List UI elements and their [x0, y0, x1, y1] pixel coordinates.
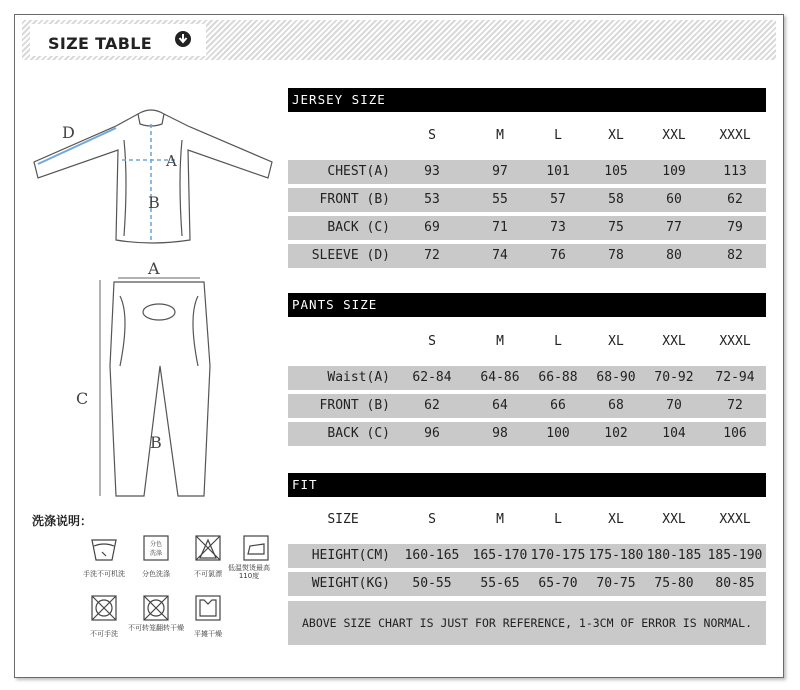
jersey-label-d: D [62, 123, 75, 142]
table-cell: 105 [604, 164, 628, 179]
table-cell: 55-65 [480, 576, 520, 591]
table-cell: 170-175 [530, 548, 586, 563]
no-tumble-dry-icon [144, 596, 168, 620]
table-cell: 62-84 [412, 370, 452, 385]
care-caption-no-bleach: 不可氯漂 [194, 570, 222, 578]
size-xl: XL [608, 334, 624, 349]
size-l: L [554, 334, 562, 349]
table-cell: 79 [727, 220, 743, 235]
table-cell: 70-75 [596, 576, 636, 591]
table-cell: 93 [424, 164, 440, 179]
table-cell: 96 [424, 426, 440, 441]
care-caption-no-hand-wash: 不可手洗 [90, 630, 118, 638]
pants-label-c: C [76, 389, 89, 408]
table-cell: 58 [608, 192, 624, 207]
table-cell: 160-165 [404, 548, 460, 563]
hand-wash-icon [92, 540, 116, 560]
size-m: M [496, 512, 504, 527]
table-cell: 68-90 [596, 370, 636, 385]
jersey-diagram [28, 100, 288, 260]
table-cell: 70-92 [654, 370, 694, 385]
jersey-label-b: B [148, 193, 160, 212]
table-cell: 64 [492, 398, 508, 413]
size-xxxl: XXXL [719, 512, 751, 527]
table-cell: 113 [723, 164, 747, 179]
table-cell: 68 [608, 398, 624, 413]
table-row [288, 244, 766, 268]
table-row [288, 394, 766, 418]
row-label: Waist(A) [327, 370, 390, 385]
row-label: WEIGHT(KG) [311, 576, 390, 591]
table-row [288, 216, 766, 240]
size-xxxl: XXXL [719, 128, 751, 143]
row-label: SLEEVE (D) [311, 248, 390, 263]
care-caption-iron: 低温熨烫最高110度 [228, 564, 270, 580]
table-cell: 77 [666, 220, 682, 235]
table-cell: 97 [492, 164, 508, 179]
table-cell: 180-185 [646, 548, 702, 563]
care-caption-no-tumble-dry: 不可转笼翻转干燥 [128, 624, 184, 632]
table-cell: 75 [608, 220, 624, 235]
size-s: S [428, 512, 436, 527]
no-bleach-icon [196, 536, 220, 560]
pants-label-b: B [150, 433, 162, 452]
table-cell: 71 [492, 220, 508, 235]
no-hand-wash-icon [92, 596, 116, 620]
table-cell: 82 [727, 248, 743, 263]
reference-note: ABOVE SIZE CHART IS JUST FOR REFERENCE, 1-3CM OF ERROR IS NORMAL. [288, 601, 766, 645]
table-cell: 185-190 [707, 548, 763, 563]
size-m: M [496, 334, 504, 349]
table-cell: 60 [666, 192, 682, 207]
iron-icon [244, 536, 268, 560]
table-cell: 104 [662, 426, 686, 441]
table-cell: 73 [550, 220, 566, 235]
table-cell: 50-55 [412, 576, 452, 591]
size-xxxl: XXXL [719, 334, 751, 349]
table-cell: 62 [424, 398, 440, 413]
table-row [288, 544, 766, 568]
jersey-label-a: A [166, 152, 177, 170]
table-cell: 78 [608, 248, 624, 263]
separate-wash-box-text: 分色 [149, 541, 163, 548]
table-cell: 100 [546, 426, 570, 441]
table-cell: 72-94 [715, 370, 755, 385]
arrow-down-circle-icon [175, 31, 191, 47]
table-cell: 72 [424, 248, 440, 263]
size-l: L [554, 512, 562, 527]
table-cell: 57 [550, 192, 566, 207]
table-row [288, 422, 766, 446]
row-label: FRONT (B) [319, 398, 390, 413]
table-cell: 76 [550, 248, 566, 263]
table-cell: 98 [492, 426, 508, 441]
flat-dry-icon [196, 596, 220, 620]
table-cell: 55 [492, 192, 508, 207]
svg-text:洗涤: 洗涤 [149, 550, 163, 557]
table-cell: 80-85 [715, 576, 755, 591]
table-cell: 64-86 [480, 370, 520, 385]
pants-diagram [70, 256, 250, 506]
size-l: L [554, 128, 562, 143]
table-cell: 175-180 [588, 548, 644, 563]
page-title: SIZE TABLE [48, 34, 152, 53]
table-cell: 62 [727, 192, 743, 207]
table-row [288, 188, 766, 212]
table-cell: 102 [604, 426, 628, 441]
table-row [288, 366, 766, 390]
header-bar [22, 20, 776, 60]
jersey-size-header: JERSEY SIZE [288, 88, 766, 112]
size-xxl: XXL [662, 128, 686, 143]
size-label: SIZE [327, 512, 359, 527]
table-row [288, 160, 766, 184]
size-s: S [428, 334, 436, 349]
care-caption-hand-wash: 手洗不可机洗 [83, 570, 125, 578]
row-label: BACK (C) [327, 220, 390, 235]
pants-size-row [288, 330, 766, 354]
size-s: S [428, 128, 436, 143]
row-label: CHEST(A) [327, 164, 390, 179]
care-caption-separate-wash: 分色洗涤 [142, 570, 170, 578]
table-cell: 65-70 [538, 576, 578, 591]
table-cell: 165-170 [472, 548, 528, 563]
size-xl: XL [608, 128, 624, 143]
pants-label-a: A [148, 259, 160, 278]
size-xxl: XXL [662, 334, 686, 349]
table-cell: 101 [546, 164, 570, 179]
care-title: 洗涤说明： [32, 514, 93, 528]
fit-header: FIT [288, 473, 766, 497]
table-cell: 109 [662, 164, 686, 179]
table-cell: 80 [666, 248, 682, 263]
table-cell: 69 [424, 220, 440, 235]
table-row [288, 572, 766, 596]
row-label: HEIGHT(CM) [311, 548, 390, 563]
care-caption-flat-dry: 平摊干燥 [194, 630, 222, 638]
table-cell: 66 [550, 398, 566, 413]
table-cell: 53 [424, 192, 440, 207]
jersey-size-row [288, 124, 766, 148]
table-cell: 106 [723, 426, 747, 441]
size-xxl: XXL [662, 512, 686, 527]
table-cell: 74 [492, 248, 508, 263]
fit-size-row [288, 508, 766, 532]
size-xl: XL [608, 512, 624, 527]
header-title-box [30, 24, 206, 56]
size-m: M [496, 128, 504, 143]
table-cell: 70 [666, 398, 682, 413]
row-label: FRONT (B) [319, 192, 390, 207]
pants-size-header: PANTS SIZE [288, 293, 766, 317]
row-label: BACK (C) [327, 426, 390, 441]
table-cell: 75-80 [654, 576, 694, 591]
table-cell: 72 [727, 398, 743, 413]
table-cell: 66-88 [538, 370, 578, 385]
